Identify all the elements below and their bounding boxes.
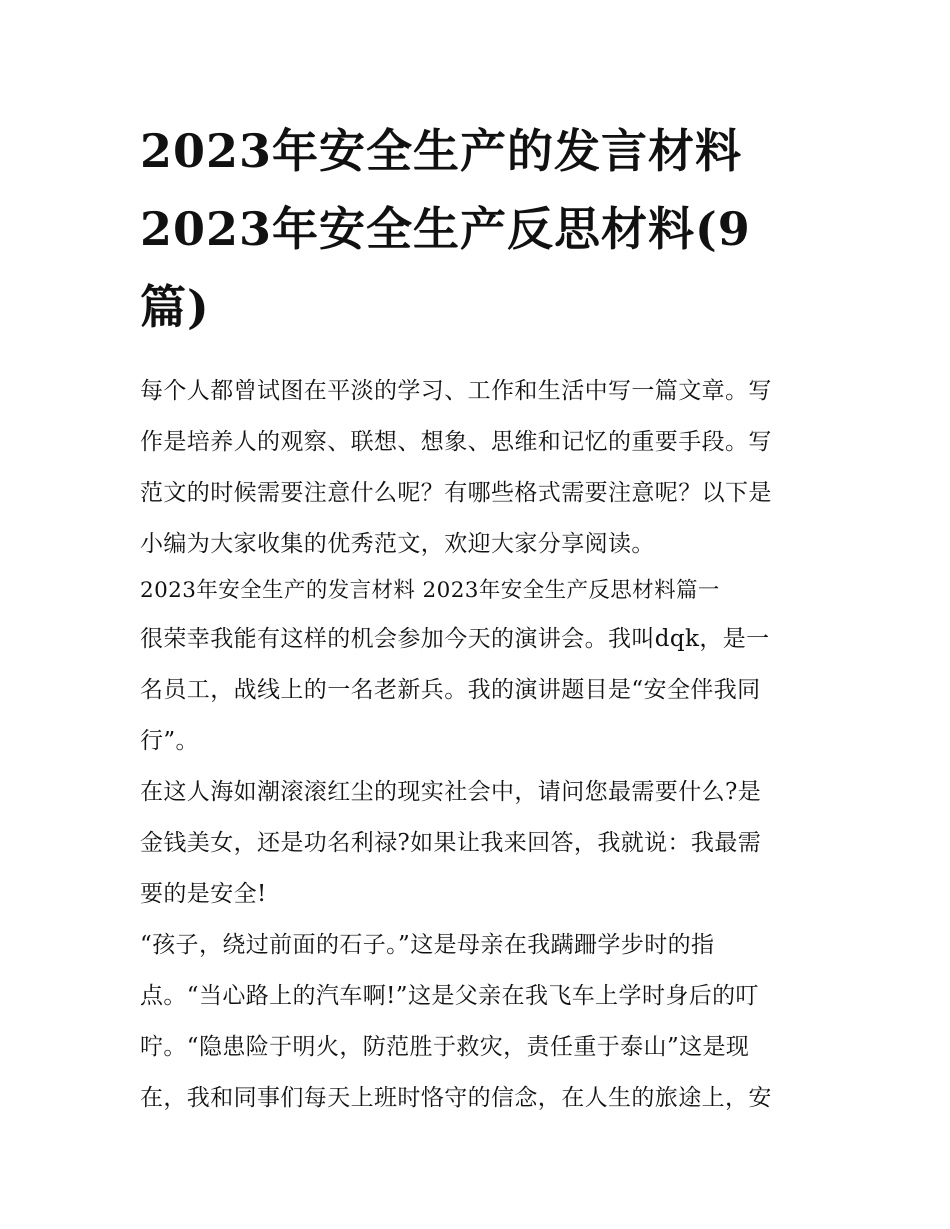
text-line: 在这人海如潮滚滚红尘的现实社会中，请问您最需要什么?是: [140, 779, 762, 805]
text-line: 在，我和同事们每天上班时恪守的信念，在人生的旅途上，安: [140, 1085, 772, 1111]
section-heading: [140, 568, 820, 614]
body-paragraph: [140, 920, 820, 1124]
text-line: 2023年安全生产的发言材料 2023年安全生产反思材料篇一: [140, 578, 720, 603]
document-body: [140, 366, 820, 1124]
title-line: 2023年安全生产的发言材料: [140, 124, 743, 178]
text-line: 要的是安全!: [140, 881, 267, 907]
text-line: 名员工，战线上的一名老新兵。我的演讲题目是“安全伴我同: [140, 677, 761, 703]
text-line: 作是培养人的观察、联想、想象、思维和记忆的重要手段。写: [140, 429, 772, 455]
intro-paragraph: [140, 366, 820, 570]
text-line: 咛。“隐患险于明火，防范胜于救灾，责任重于泰山”这是现: [140, 1034, 750, 1060]
body-paragraph: [140, 767, 820, 920]
title-line: 篇): [140, 280, 210, 334]
title-line: 2023年安全生产反思材料(9: [140, 202, 751, 256]
text-line: 每个人都曾试图在平淡的学习、工作和生活中写一篇文章。写: [140, 378, 772, 404]
text-line: “孩子，绕过前面的石子。”这是母亲在我蹒跚学步时的指: [140, 932, 715, 958]
text-line: 小编为大家收集的优秀范文，欢迎大家分享阅读。: [140, 531, 655, 557]
text-line: 很荣幸我能有这样的机会参加今天的演讲会。我叫dqk，是一: [140, 626, 770, 652]
body-paragraph: [140, 614, 820, 767]
document-page: [140, 112, 820, 1124]
text-line: 范文的时候需要注意什么呢？有哪些格式需要注意呢？以下是: [140, 480, 772, 506]
text-line: 金钱美女，还是功名利禄?如果让我来回答，我就说：我最需: [140, 830, 762, 856]
text-line: 点。“当心路上的汽车啊!”这是父亲在我飞车上学时身后的叮: [140, 983, 759, 1009]
document-title: [140, 112, 760, 346]
text-line: 行”。: [140, 728, 199, 754]
